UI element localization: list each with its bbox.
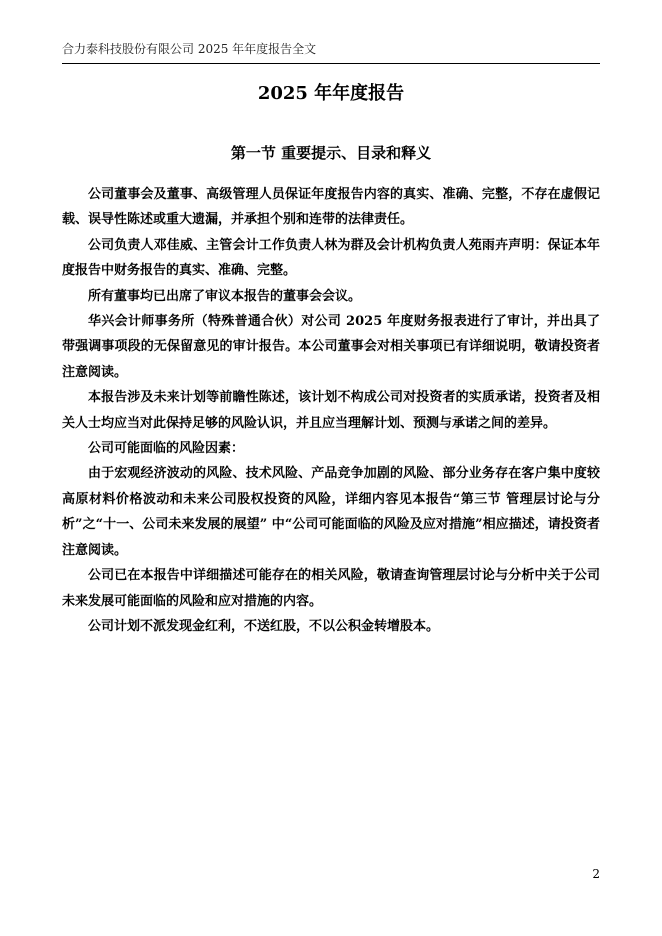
paragraph-forward-looking: 本报告涉及未来计划等前瞻性陈述，该计划不构成公司对投资者的实质承诺，投资者及相关人士均应当对此保持足够的风险认识，并且应当理解计划、预测与承诺之间的差异。 [62,390,600,431]
header-divider [62,63,600,64]
paragraph-audit-opinion: 华兴会计师事务所（特殊普通合伙）对公司 2025 年度财务报表进行了审计，并出具了带强调事项段的无保留意见的审计报告。本公司董事会对相关事项已有详细说明，敬请投资者注意阅读。 [62,314,600,380]
paragraph-risk-reference: 公司已在本报告中详细描述可能存在的相关风险，敬请查询管理层讨论与分析中关于公司未来发展可能面临的风险和应对措施的内容。 [62,568,600,609]
paragraph-dividend-plan: 公司计划不派发现金红利，不送红股，不以公积金转增股本。 [88,618,440,634]
paragraph-directors-attendance: 所有董事均已出席了审议本报告的董事会会议。 [88,288,362,304]
paragraph-board-guarantee: 公司董事会及董事、高级管理人员保证年度报告内容的真实、准确、完整，不存在虚假记载、误导性陈述或重大遗漏，并承担个别和连带的法律责任。 [62,187,600,228]
report-body [62,182,600,639]
page-number: 2 [592,867,600,881]
document-title: 2025 年年度报告 [257,83,405,104]
paragraph-risk-heading: 公司可能面临的风险因素： [88,441,245,457]
paragraph-risk-factors: 由于宏观经济波动的风险、技术风险、产品竞争加剧的风险、部分业务存在客户集中度较高原材料价格波动和未来公司股权投资的风险，详细内容见本报告“第三节 管理层讨论与分析”之“十一、公司未来发展的展望” 中“公司可能面临的风险及应对措施”相应描述，请投资者注意阅读。 [62,466,600,558]
section-title: 第一节 重要提示、目录和释义 [230,144,432,162]
running-header: 合力泰科技股份有限公司 2025 年年度报告全文 [62,42,317,56]
paragraph-officer-statement: 公司负责人邓佳威、主管会计工作负责人林为群及会计机构负责人苑雨卉声明：保证本年度报告中财务报告的真实、准确、完整。 [62,237,600,279]
